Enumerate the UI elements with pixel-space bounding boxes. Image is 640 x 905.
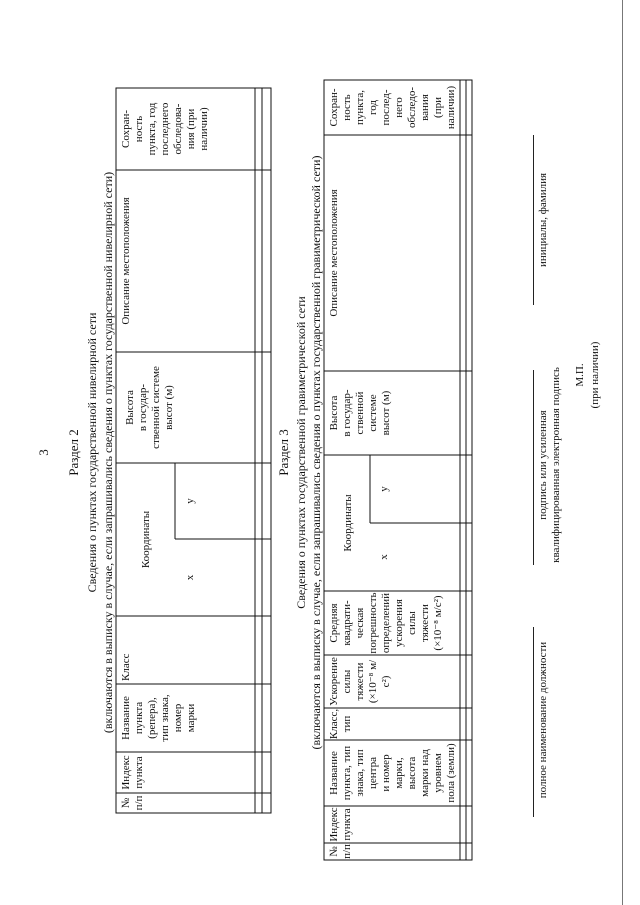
section3-caption: Сведения о пунктах государственной гравиметрической сети xyxy=(294,296,308,609)
s3-header-y: y xyxy=(378,486,390,492)
section3-note: (включаются в выписку в случае, если запрашивались сведения о пунктах государственной гравиметрической сети) xyxy=(309,155,323,750)
s3-header-class: Класс, тип xyxy=(328,708,353,740)
s3-header-x: x xyxy=(378,554,390,560)
section2-caption: Сведения о пунктах государственной нивелирной сети xyxy=(85,312,99,593)
position-label: полное наименование должности xyxy=(537,641,549,799)
s3-header-gravity: Ускорение силы тяжести (×10⁻⁸ м/с²) xyxy=(328,657,392,706)
s2-header-name: Название пункта (репера), тип знака, номер марки xyxy=(120,694,197,742)
sign-signature-line xyxy=(533,370,534,565)
s2-header-height: Высота в государ- ственной системе высот (м) xyxy=(124,366,175,449)
s2-header-x: x xyxy=(184,574,196,581)
name-signature-line xyxy=(533,135,534,305)
s3-header-location: Описание местоположения xyxy=(328,189,340,317)
stamp-label: М.П. xyxy=(574,363,586,387)
s2-header-index: Индекс пункта xyxy=(120,755,145,790)
s2-header-num: № п/п xyxy=(120,795,145,811)
position-signature-line xyxy=(533,627,534,817)
s3-header-coords: Координаты xyxy=(342,494,354,552)
page-number: 3 xyxy=(36,449,51,456)
s2-header-condition: Сохран- ность пункта, год последнего обследова- ния (при наличии) xyxy=(120,102,210,156)
s2-header-location: Описание местоположения xyxy=(120,197,132,325)
s3-header-index: Индекс пункта xyxy=(328,807,353,842)
s3-header-height: Высота в государ- ственной системе высот (м) xyxy=(328,389,392,437)
s2-header-y: y xyxy=(184,498,196,504)
sign-label: подпись или усиленная квалифицированная электронная подпись xyxy=(537,367,562,563)
s2-header-coords: Координаты xyxy=(140,510,152,569)
section2-note: (включаются в выписку в случае, если запрашивались сведения о пунктах государственной нивелирной сети) xyxy=(101,171,115,734)
stamp-note: (при наличии) xyxy=(589,341,601,409)
s3-header-name: Название пункта, тип знака, тип центра и номер марки, высота марки над уровнем пола (земли) xyxy=(328,743,457,803)
section3-title: Раздел 3 xyxy=(276,429,291,476)
s3-header-rms: Средняя квадрати- ческая погрешность определений ускорения силы тяжести (×10⁻⁸ м/с²) xyxy=(328,592,444,654)
name-label: инициалы, фамилия xyxy=(537,172,549,268)
s2-header-class: Класс xyxy=(120,653,132,681)
s3-header-condition: Сохран- ность пункта, год послед- него обследо- вания (при наличии) xyxy=(328,85,457,130)
scan-edge xyxy=(622,0,623,905)
section2-title: Раздел 2 xyxy=(66,429,81,476)
s3-header-num: № п/п xyxy=(328,844,353,859)
